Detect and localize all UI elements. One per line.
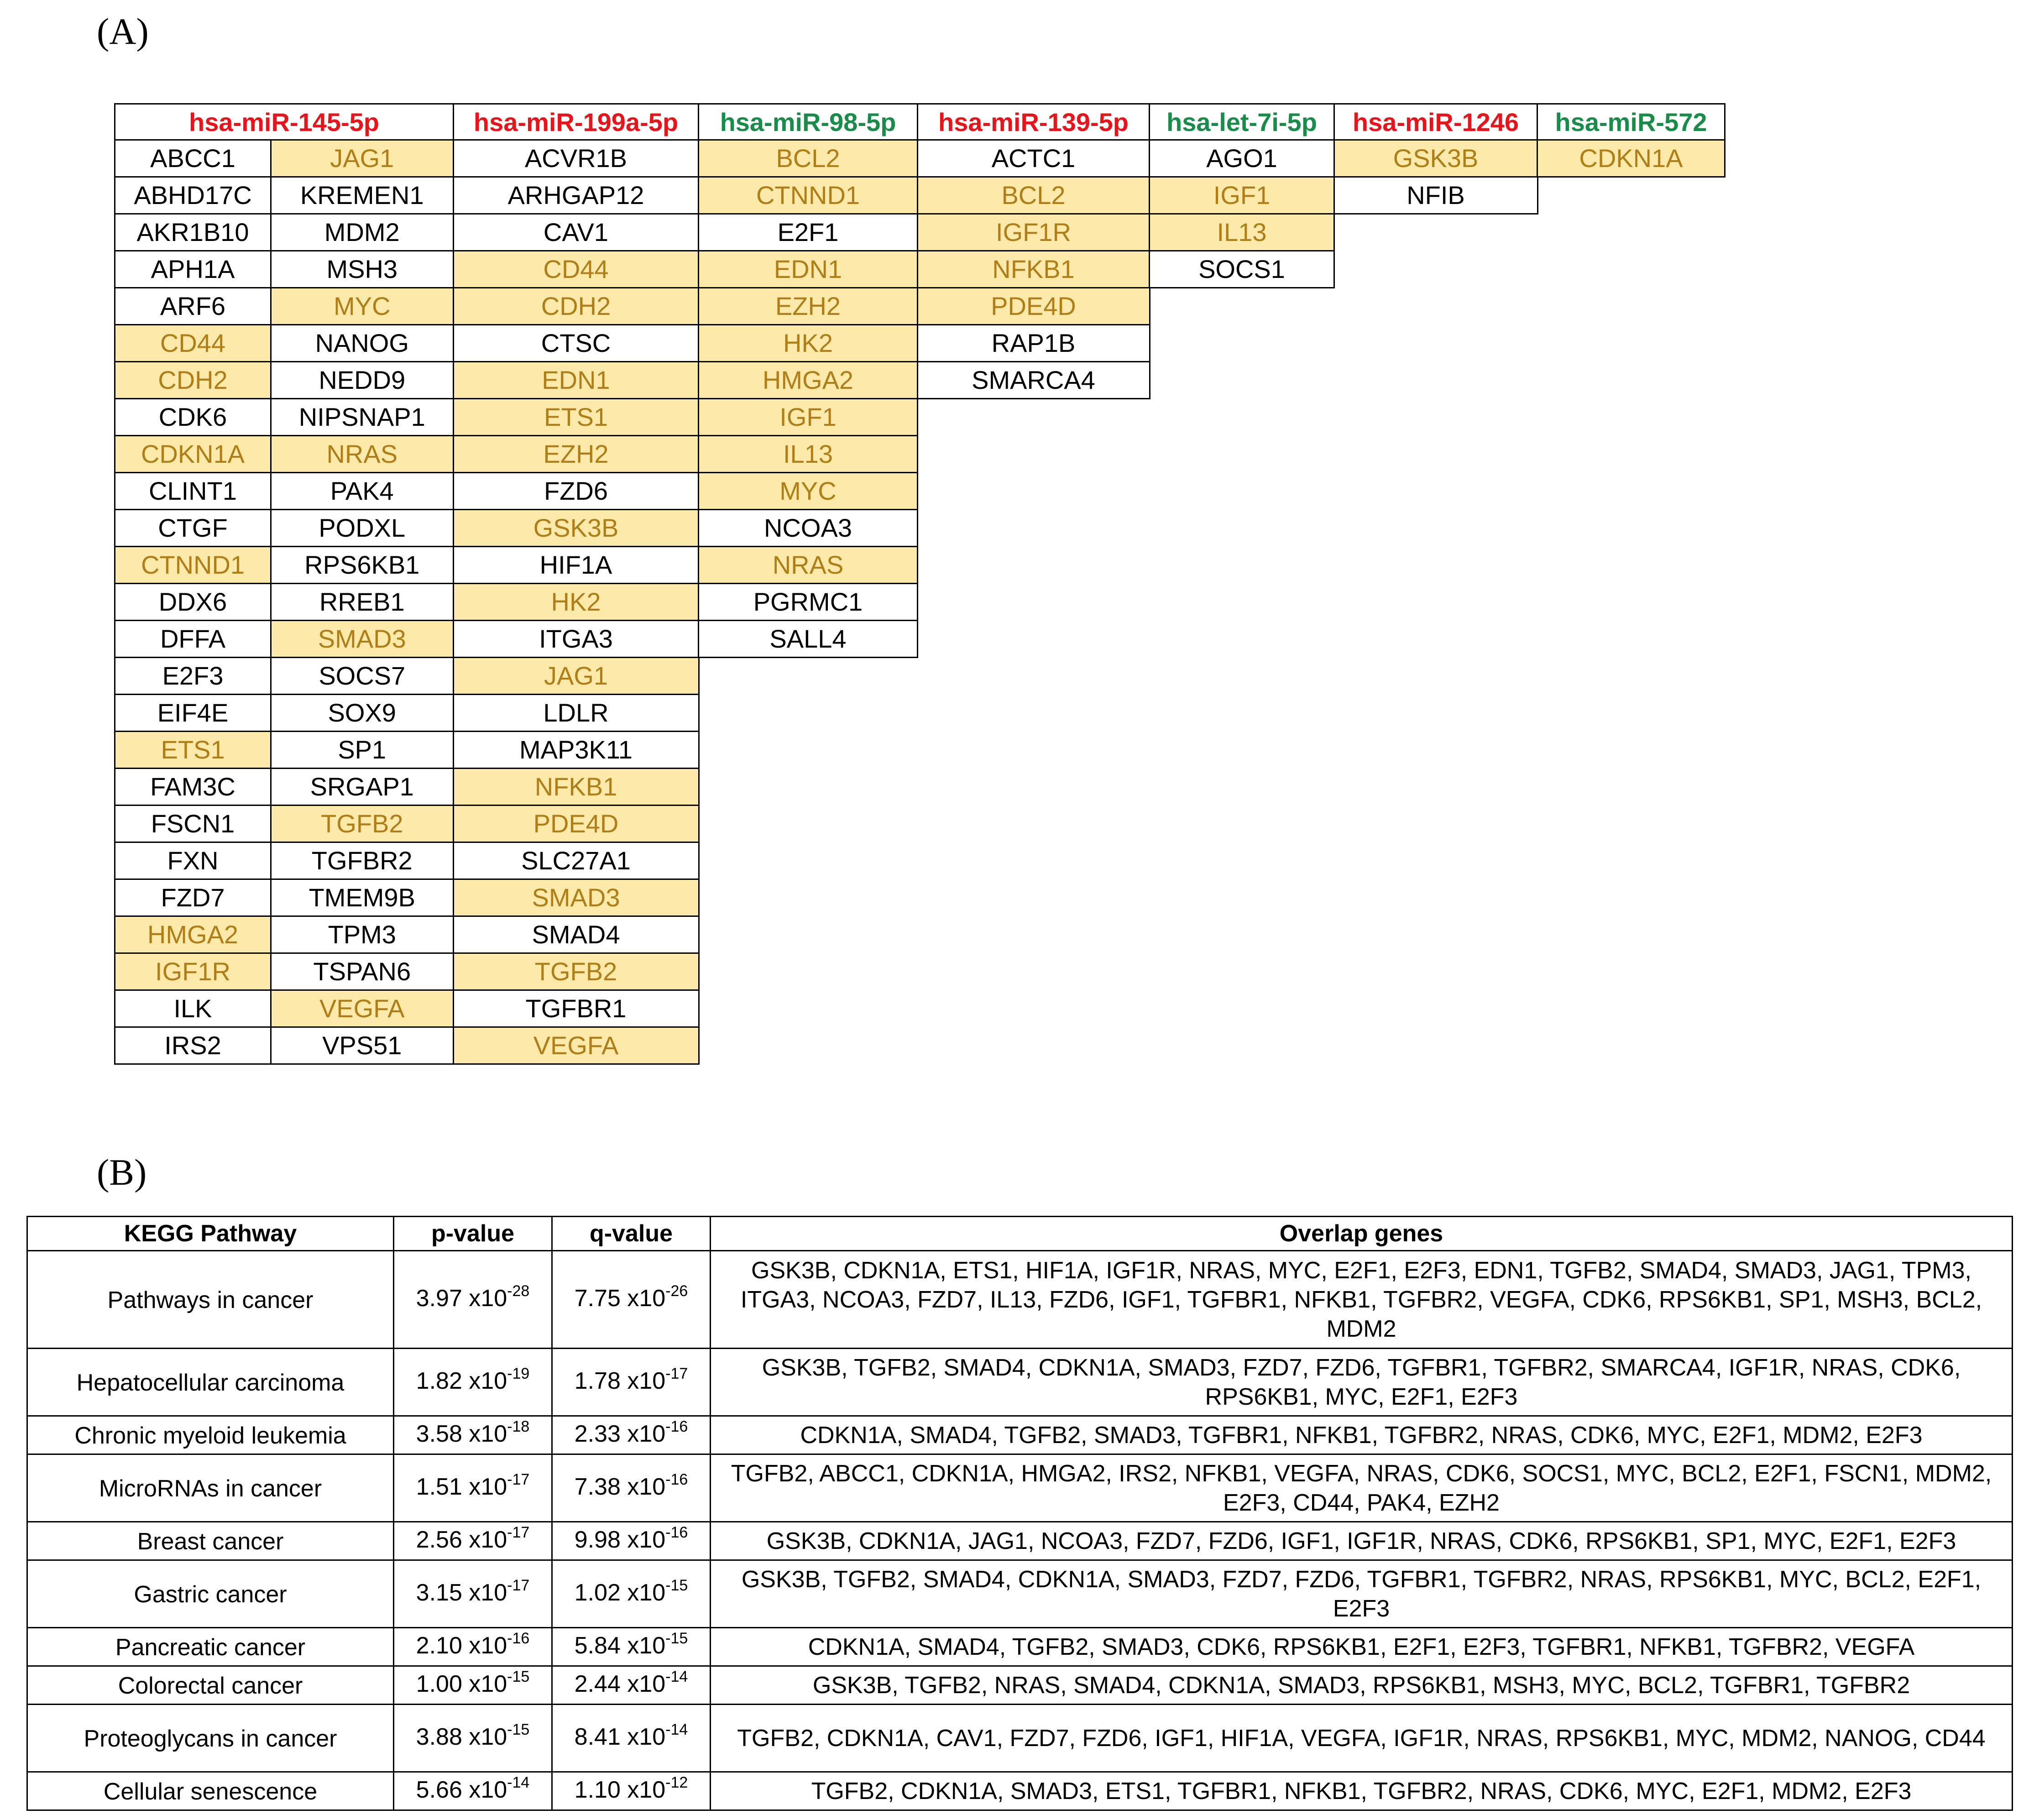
q-exponent: -26 <box>665 1282 688 1300</box>
q-base: 2.44 x10 <box>574 1670 666 1697</box>
target-gene-cell: CTNND1 <box>114 546 272 585</box>
q-exponent: -16 <box>665 1523 688 1541</box>
kegg-row <box>27 1772 2013 1810</box>
overlap-genes: TGFB2, ABCC1, CDKN1A, HMGA2, IRS2, NFKB1, VEGFA, NRAS, CDK6, SOCS1, MYC, BCL2, E2F1, FSCN1, MDM2, E2F3, CD44, PAK4, EZH2 <box>711 1454 2013 1522</box>
q-base: 7.38 x10 <box>574 1473 666 1500</box>
p-exponent: -14 <box>507 1773 530 1791</box>
target-gene-cell: MDM2 <box>270 213 455 252</box>
target-gene-cell: NFKB1 <box>453 768 700 806</box>
pathway-name: MicroRNAs in cancer <box>27 1454 394 1522</box>
overlap-genes: GSK3B, CDKN1A, JAG1, NCOA3, FZD7, FZD6, IGF1, IGF1R, NRAS, CDK6, RPS6KB1, SP1, MYC, E2F1, E2F3 <box>711 1522 2013 1560</box>
q-exponent: -12 <box>665 1773 688 1791</box>
target-gene-cell: FZD6 <box>453 472 700 511</box>
pathway-name: Gastric cancer <box>27 1560 394 1628</box>
p-base: 3.58 x10 <box>416 1420 507 1447</box>
overlap-genes: GSK3B, TGFB2, NRAS, SMAD4, CDKN1A, SMAD3, RPS6KB1, MSH3, MYC, BCL2, TGFBR1, TGFBR2 <box>711 1666 2013 1705</box>
target-gene-cell: SOCS7 <box>270 657 455 696</box>
target-gene-cell: RPS6KB1 <box>270 546 455 585</box>
p-base: 2.56 x10 <box>416 1526 507 1553</box>
p-value <box>394 1705 552 1772</box>
mirna-header: hsa-miR-199a-5p <box>453 103 700 141</box>
mirna-header: hsa-miR-139-5p <box>917 103 1150 141</box>
target-gene-cell: EZH2 <box>453 435 700 474</box>
target-gene-cell: SOX9 <box>270 694 455 732</box>
target-gene-cell: EDN1 <box>698 250 918 289</box>
target-gene-cell: VEGFA <box>270 989 455 1028</box>
p-exponent: -17 <box>507 1523 530 1541</box>
target-gene-cell: SMAD3 <box>453 879 700 917</box>
target-gene-cell: NFKB1 <box>917 250 1150 289</box>
target-gene-cell: CTNND1 <box>698 176 918 215</box>
p-base: 3.97 x10 <box>416 1285 507 1312</box>
p-base: 3.88 x10 <box>416 1723 507 1750</box>
target-gene-cell: ILK <box>114 989 272 1028</box>
target-gene-cell: APH1A <box>114 250 272 289</box>
p-base: 3.15 x10 <box>416 1579 507 1606</box>
target-gene-cell: MYC <box>698 472 918 511</box>
q-exponent: -14 <box>665 1721 688 1738</box>
target-gene-cell: SRGAP1 <box>270 768 455 806</box>
mirna-header: hsa-miR-572 <box>1537 103 1726 141</box>
target-gene-cell: CDKN1A <box>1537 139 1726 178</box>
target-gene-cell: HIF1A <box>453 546 700 585</box>
target-gene-cell: CDKN1A <box>114 435 272 474</box>
pathway-name: Hepatocellular carcinoma <box>27 1349 394 1416</box>
target-gene-cell: SMAD4 <box>453 915 700 954</box>
target-gene-cell: IL13 <box>1149 213 1335 252</box>
pathway-name: Pathways in cancer <box>27 1251 394 1349</box>
target-gene-cell: CTGF <box>114 509 272 548</box>
mirna-header: hsa-miR-1246 <box>1333 103 1538 141</box>
target-gene-cell: CLINT1 <box>114 472 272 511</box>
p-base: 5.66 x10 <box>416 1776 507 1803</box>
target-gene-cell: KREMEN1 <box>270 176 455 215</box>
pathway-name: Colorectal cancer <box>27 1666 394 1705</box>
target-gene-cell: PGRMC1 <box>698 583 918 622</box>
target-gene-cell: NIPSNAP1 <box>270 398 455 437</box>
target-gene-cell: FSCN1 <box>114 805 272 843</box>
q-value <box>552 1454 711 1522</box>
kegg-row <box>27 1522 2013 1560</box>
q-exponent: -16 <box>665 1470 688 1488</box>
target-gene-cell: FXN <box>114 842 272 880</box>
target-gene-cell: HK2 <box>698 324 918 363</box>
target-gene-cell: CD44 <box>453 250 700 289</box>
p-value <box>394 1522 552 1560</box>
target-gene-cell: ABHD17C <box>114 176 272 215</box>
p-exponent: -15 <box>507 1668 530 1685</box>
q-value <box>552 1666 711 1705</box>
target-gene-cell: CDK6 <box>114 398 272 437</box>
kegg-row <box>27 1705 2013 1772</box>
q-exponent: -15 <box>665 1629 688 1647</box>
kegg-row <box>27 1349 2013 1416</box>
target-gene-cell: ETS1 <box>453 398 700 437</box>
target-gene-cell: CDH2 <box>453 287 700 326</box>
target-gene-cell: IGF1 <box>1149 176 1335 215</box>
target-gene-cell: NEDD9 <box>270 361 455 400</box>
q-value <box>552 1416 711 1454</box>
target-gene-cell: HK2 <box>453 583 700 622</box>
p-exponent: -18 <box>507 1417 530 1435</box>
overlap-genes: GSK3B, TGFB2, SMAD4, CDKN1A, SMAD3, FZD7, FZD6, TGFBR1, TGFBR2, SMARCA4, IGF1R, NRAS, CDK6, RPS6KB1, MYC, E2F1, E2F3 <box>711 1349 2013 1416</box>
pathway-name: Cellular senescence <box>27 1772 394 1810</box>
panel-a-label: (A) <box>97 10 149 52</box>
p-base: 1.82 x10 <box>416 1367 507 1394</box>
target-gene-cell: VEGFA <box>453 1026 700 1065</box>
kegg-row <box>27 1666 2013 1705</box>
target-gene-cell: DDX6 <box>114 583 272 622</box>
target-gene-cell: ACTC1 <box>917 139 1150 178</box>
mirna-header: hsa-miR-145-5p <box>114 103 454 141</box>
header-q-value: q-value <box>552 1217 711 1251</box>
target-gene-cell: PAK4 <box>270 472 455 511</box>
target-gene-cell: MSH3 <box>270 250 455 289</box>
target-gene-cell: E2F3 <box>114 657 272 696</box>
mirna-header: hsa-miR-98-5p <box>698 103 918 141</box>
kegg-row <box>27 1416 2013 1454</box>
target-gene-cell: ACVR1B <box>453 139 700 178</box>
panel-b-label: (B) <box>97 1151 147 1193</box>
overlap-genes: CDKN1A, SMAD4, TGFB2, SMAD3, CDK6, RPS6KB1, E2F1, E2F3, TGFBR1, NFKB1, TGFBR2, VEGFA <box>711 1628 2013 1666</box>
q-base: 8.41 x10 <box>574 1723 666 1750</box>
target-gene-cell: DFFA <box>114 620 272 659</box>
target-gene-cell: ARF6 <box>114 287 272 326</box>
target-gene-cell: PODXL <box>270 509 455 548</box>
target-gene-cell: SOCS1 <box>1149 250 1335 289</box>
target-gene-cell: FAM3C <box>114 768 272 806</box>
p-base: 1.00 x10 <box>416 1670 507 1697</box>
p-exponent: -28 <box>507 1282 530 1300</box>
kegg-row <box>27 1251 2013 1349</box>
q-base: 2.33 x10 <box>574 1420 666 1447</box>
p-exponent: -17 <box>507 1470 530 1488</box>
target-gene-cell: IL13 <box>698 435 918 474</box>
target-gene-cell: BCL2 <box>917 176 1150 215</box>
p-value <box>394 1772 552 1810</box>
target-gene-cell: BCL2 <box>698 139 918 178</box>
target-gene-cell: ABCC1 <box>114 139 272 178</box>
p-exponent: -15 <box>507 1721 530 1738</box>
target-gene-cell: CTSC <box>453 324 700 363</box>
q-exponent: -14 <box>665 1668 688 1685</box>
q-base: 1.02 x10 <box>574 1579 666 1606</box>
kegg-row <box>27 1560 2013 1628</box>
target-gene-cell: PDE4D <box>917 287 1150 326</box>
target-gene-cell: NCOA3 <box>698 509 918 548</box>
target-gene-cell: RAP1B <box>917 324 1150 363</box>
header-kegg-pathway: KEGG Pathway <box>27 1217 394 1251</box>
kegg-header-row <box>27 1217 2013 1251</box>
target-gene-cell: IGF1R <box>114 952 272 991</box>
target-gene-cell: CAV1 <box>453 213 700 252</box>
p-base: 2.10 x10 <box>416 1632 507 1659</box>
q-base: 7.75 x10 <box>574 1285 666 1312</box>
target-gene-cell: EDN1 <box>453 361 700 400</box>
header-overlap-genes: Overlap genes <box>711 1217 2013 1251</box>
q-base: 1.78 x10 <box>574 1367 666 1394</box>
target-gene-cell: JAG1 <box>453 657 700 696</box>
overlap-genes: TGFB2, CDKN1A, SMAD3, ETS1, TGFBR1, NFKB1, TGFBR2, NRAS, CDK6, MYC, E2F1, MDM2, E2F3 <box>711 1772 2013 1810</box>
p-exponent: -16 <box>507 1629 530 1647</box>
q-value <box>552 1522 711 1560</box>
q-base: 5.84 x10 <box>574 1632 666 1659</box>
target-gene-cell: SMARCA4 <box>917 361 1150 400</box>
target-gene-cell: HMGA2 <box>698 361 918 400</box>
p-value <box>394 1349 552 1416</box>
mirna-header: hsa-let-7i-5p <box>1149 103 1335 141</box>
target-gene-cell: NFIB <box>1333 176 1538 215</box>
pathway-name: Proteoglycans in cancer <box>27 1705 394 1772</box>
q-value <box>552 1349 711 1416</box>
p-base: 1.51 x10 <box>416 1473 507 1500</box>
target-gene-cell: ITGA3 <box>453 620 700 659</box>
p-exponent: -19 <box>507 1365 530 1382</box>
q-exponent: -16 <box>665 1417 688 1435</box>
target-gene-cell: TPM3 <box>270 915 455 954</box>
pathway-name: Breast cancer <box>27 1522 394 1560</box>
target-gene-cell: SLC27A1 <box>453 842 700 880</box>
pathway-name: Chronic myeloid leukemia <box>27 1416 394 1454</box>
overlap-genes: GSK3B, CDKN1A, ETS1, HIF1A, IGF1R, NRAS, MYC, E2F1, E2F3, EDN1, TGFB2, SMAD4, SMAD3, JAG1, TPM3, ITGA3, NCOA3, FZD7, IL13, FZD6, IGF1, TGFBR1, NFKB1, TGFBR2, VEGFA, CDK6, RPS6KB1, SP1, MSH3, BCL2, MDM2 <box>711 1251 2013 1349</box>
target-gene-cell: TGFB2 <box>453 952 700 991</box>
target-gene-cell: CD44 <box>114 324 272 363</box>
target-gene-cell: EIF4E <box>114 694 272 732</box>
target-gene-cell: SALL4 <box>698 620 918 659</box>
q-base: 1.10 x10 <box>574 1776 666 1803</box>
target-gene-cell: CDH2 <box>114 361 272 400</box>
target-gene-cell: IGF1R <box>917 213 1150 252</box>
kegg-pathway-table <box>26 1216 2013 1811</box>
target-gene-cell: ETS1 <box>114 731 272 769</box>
overlap-genes: GSK3B, TGFB2, SMAD4, CDKN1A, SMAD3, FZD7, FZD6, TGFBR1, TGFBR2, NRAS, RPS6KB1, MYC, BCL2, E2F1, E2F3 <box>711 1560 2013 1628</box>
pathway-name: Pancreatic cancer <box>27 1628 394 1666</box>
header-p-value: p-value <box>394 1217 552 1251</box>
p-exponent: -17 <box>507 1576 530 1594</box>
q-value <box>552 1772 711 1810</box>
target-gene-cell: AKR1B10 <box>114 213 272 252</box>
p-value <box>394 1416 552 1454</box>
kegg-row <box>27 1628 2013 1666</box>
target-gene-cell: TGFBR1 <box>453 989 700 1028</box>
overlap-genes: CDKN1A, SMAD4, TGFB2, SMAD3, TGFBR1, NFKB1, TGFBR2, NRAS, CDK6, MYC, E2F1, MDM2, E2F3 <box>711 1416 2013 1454</box>
target-gene-cell: FZD7 <box>114 879 272 917</box>
kegg-row <box>27 1454 2013 1522</box>
q-base: 9.98 x10 <box>574 1526 666 1553</box>
target-gene-cell: JAG1 <box>270 139 455 178</box>
target-gene-cell: PDE4D <box>453 805 700 843</box>
target-gene-cell: TGFBR2 <box>270 842 455 880</box>
q-exponent: -17 <box>665 1365 688 1382</box>
target-gene-cell: LDLR <box>453 694 700 732</box>
target-gene-cell: E2F1 <box>698 213 918 252</box>
target-gene-cell: AGO1 <box>1149 139 1335 178</box>
target-gene-cell: GSK3B <box>453 509 700 548</box>
target-gene-cell: SMAD3 <box>270 620 455 659</box>
target-gene-cell: NANOG <box>270 324 455 363</box>
target-gene-cell: EZH2 <box>698 287 918 326</box>
target-gene-cell: TGFB2 <box>270 805 455 843</box>
target-gene-cell: RREB1 <box>270 583 455 622</box>
target-gene-cell: IRS2 <box>114 1026 272 1065</box>
target-gene-cell: MYC <box>270 287 455 326</box>
p-value <box>394 1454 552 1522</box>
q-value <box>552 1251 711 1349</box>
p-value <box>394 1628 552 1666</box>
target-gene-cell: MAP3K11 <box>453 731 700 769</box>
p-value <box>394 1666 552 1705</box>
target-gene-cell: SP1 <box>270 731 455 769</box>
target-gene-cell: TMEM9B <box>270 879 455 917</box>
p-value <box>394 1560 552 1628</box>
q-exponent: -15 <box>665 1576 688 1594</box>
q-value <box>552 1628 711 1666</box>
q-value <box>552 1705 711 1772</box>
target-gene-cell: HMGA2 <box>114 915 272 954</box>
target-gene-cell: NRAS <box>270 435 455 474</box>
target-gene-cell: ARHGAP12 <box>453 176 700 215</box>
target-gene-cell: TSPAN6 <box>270 952 455 991</box>
q-value <box>552 1560 711 1628</box>
target-gene-cell: VPS51 <box>270 1026 455 1065</box>
target-gene-cell: NRAS <box>698 546 918 585</box>
target-gene-cell: IGF1 <box>698 398 918 437</box>
p-value <box>394 1251 552 1349</box>
target-gene-cell: GSK3B <box>1333 139 1538 178</box>
overlap-genes: TGFB2, CDKN1A, CAV1, FZD7, FZD6, IGF1, HIF1A, VEGFA, IGF1R, NRAS, RPS6KB1, MYC, MDM2, NANOG, CD44 <box>711 1705 2013 1772</box>
mirna-target-table <box>114 103 1718 1091</box>
